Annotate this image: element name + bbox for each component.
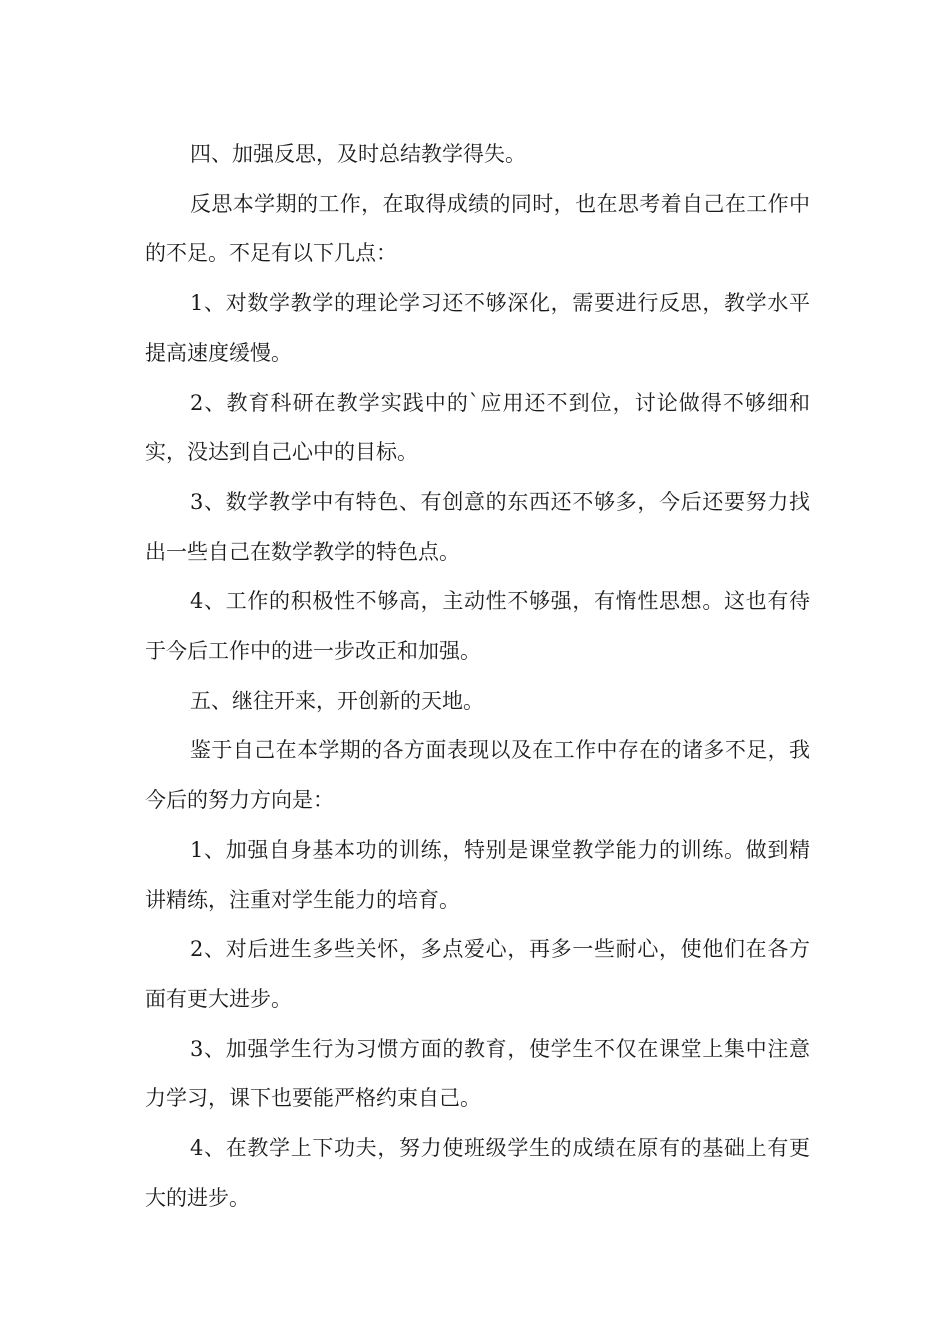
paragraph-reflection-intro: 反思本学期的工作，在取得成绩的同时，也在思考着自己在工作中的不足。不足有以下几点： — [145, 191, 810, 266]
list-item-direction-1: 1、加强自身基本功的训练，特别是课堂教学能力的训练。做到精讲精练，注重对学生能力的培育。 — [145, 837, 810, 912]
paragraph-future-intro: 鉴于自己在本学期的各方面表现以及在工作中存在的诸多不足，我今后的努力方向是： — [145, 738, 810, 813]
section-heading-future: 五、继往开来，开创新的天地。 — [190, 688, 484, 713]
section-heading-reflection: 四、加强反思，及时总结教学得失。 — [190, 142, 526, 166]
list-item-shortcoming-1: 1、对数学教学的理论学习还不够深化，需要进行反思，教学水平提高速度缓慢。 — [145, 291, 810, 365]
list-item-direction-3: 3、加强学生行为习惯方面的教育，使学生不仅在课堂上集中注意力学习，课下也要能严格约束自己。 — [145, 1036, 810, 1111]
list-item-shortcoming-2: 2、教育科研在教学实践中的`应用还不到位，讨论做得不够细和实，没达到自己心中的目标。 — [145, 390, 810, 465]
list-item-direction-4: 4、在教学上下功夫，努力使班级学生的成绩在原有的基础上有更大的进步。 — [145, 1136, 810, 1210]
list-item-shortcoming-4: 4、工作的积极性不够高，主动性不够强，有惰性思想。这也有待于今后工作中的进一步改正和加强。 — [145, 589, 810, 664]
document-body — [145, 130, 810, 1223]
list-item-direction-2: 2、对后进生多些关怀，多点爱心，再多一些耐心，使他们在各方面有更大进步。 — [145, 937, 810, 1011]
list-item-shortcoming-3: 3、数学教学中有特色、有创意的东西还不够多，今后还要努力找出一些自己在数学教学的特色点。 — [145, 489, 810, 564]
